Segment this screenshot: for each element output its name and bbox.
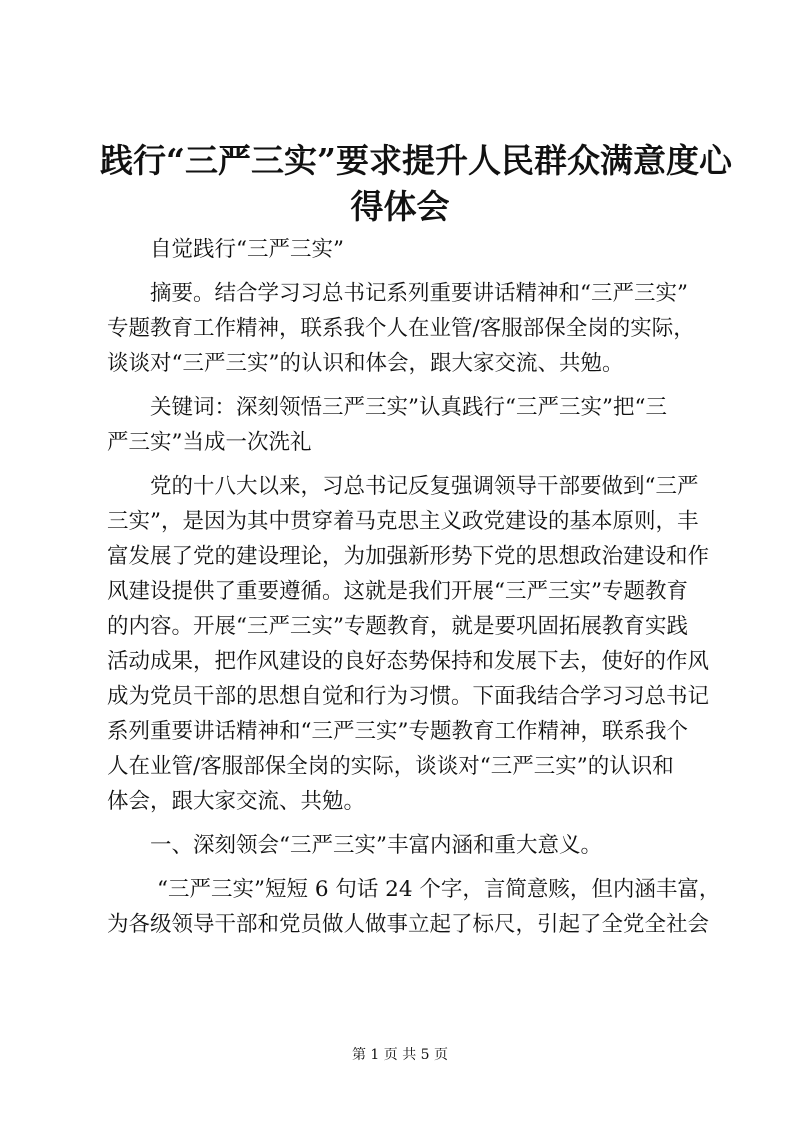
paragraph-section-heading: [107, 828, 701, 863]
text-line: 人在业管/客服部保全岗的实际，谈谈对“三严三实”的认识和: [107, 754, 674, 779]
page-number-footer: 第 1 页 共 5 页: [351, 1047, 449, 1063]
text-line: 党的十八大以来，习总书记反复强调领导干部要做到“三严: [150, 474, 699, 499]
text-line: 的内容。开展“三严三实”专题教育，就是要巩固拓展教育实践: [107, 614, 688, 639]
text-line: 活动成果，把作风建设的良好态势保持和发展下去，使好的作风: [107, 649, 710, 674]
document-body: [107, 232, 721, 951]
paragraph-section-body: [107, 872, 721, 942]
text-line: 谈谈对“三严三实”的认识和体会，跟大家交流、共勉。: [107, 351, 624, 376]
paragraph-abstract: [107, 276, 701, 381]
section-heading: 一、深刻领会“三严三实”丰富内涵和重大意义。: [150, 833, 602, 858]
text-line: 风建设提供了重要遵循。这就是我们开展“三严三实”专题教育: [107, 579, 688, 604]
title-line-2: 得体会: [350, 187, 450, 226]
paragraph-subtitle: [107, 232, 701, 267]
text-line: 富发展了党的建设理论，为加强新形势下党的思想政治建设和作: [107, 544, 710, 569]
text-line: 体会，跟大家交流、共勉。: [107, 789, 366, 814]
text-line: 严三实”当成一次洗礼: [107, 430, 312, 455]
document-title: [100, 138, 732, 230]
text-line: 为各级领导干部和党员做人做事立起了标尺，引起了全党全社会: [107, 912, 710, 937]
title-line-1: 践行“三严三实”要求提升人民群众满意度心: [100, 141, 732, 180]
text-line: 专题教育工作精神，联系我个人在业管/客服部保全岗的实际，: [107, 316, 695, 341]
text-line: 三实”，是因为其中贯穿着马克思主义政党建设的基本原则，丰: [107, 509, 699, 534]
paragraph-keywords: [107, 390, 701, 460]
text-line: 自觉践行“三严三实”: [150, 237, 344, 262]
paragraph-intro: [107, 469, 710, 819]
text-line: 摘要。结合学习习总书记系列重要讲话精神和“三严三实”: [150, 281, 688, 306]
text-line: 关键词：深刻领悟三严三实”认真践行“三严三实”把“三: [150, 395, 667, 420]
text-line: 系列重要讲话精神和“三严三实”专题教育工作精神，联系我个: [107, 719, 688, 744]
text-line: “三严三实”短短 6 句话 24 个字，言简意赅，但内涵丰富，: [157, 877, 721, 902]
text-line: 成为党员干部的思想自觉和行为习惯。下面我结合学习习总书记: [107, 684, 710, 709]
